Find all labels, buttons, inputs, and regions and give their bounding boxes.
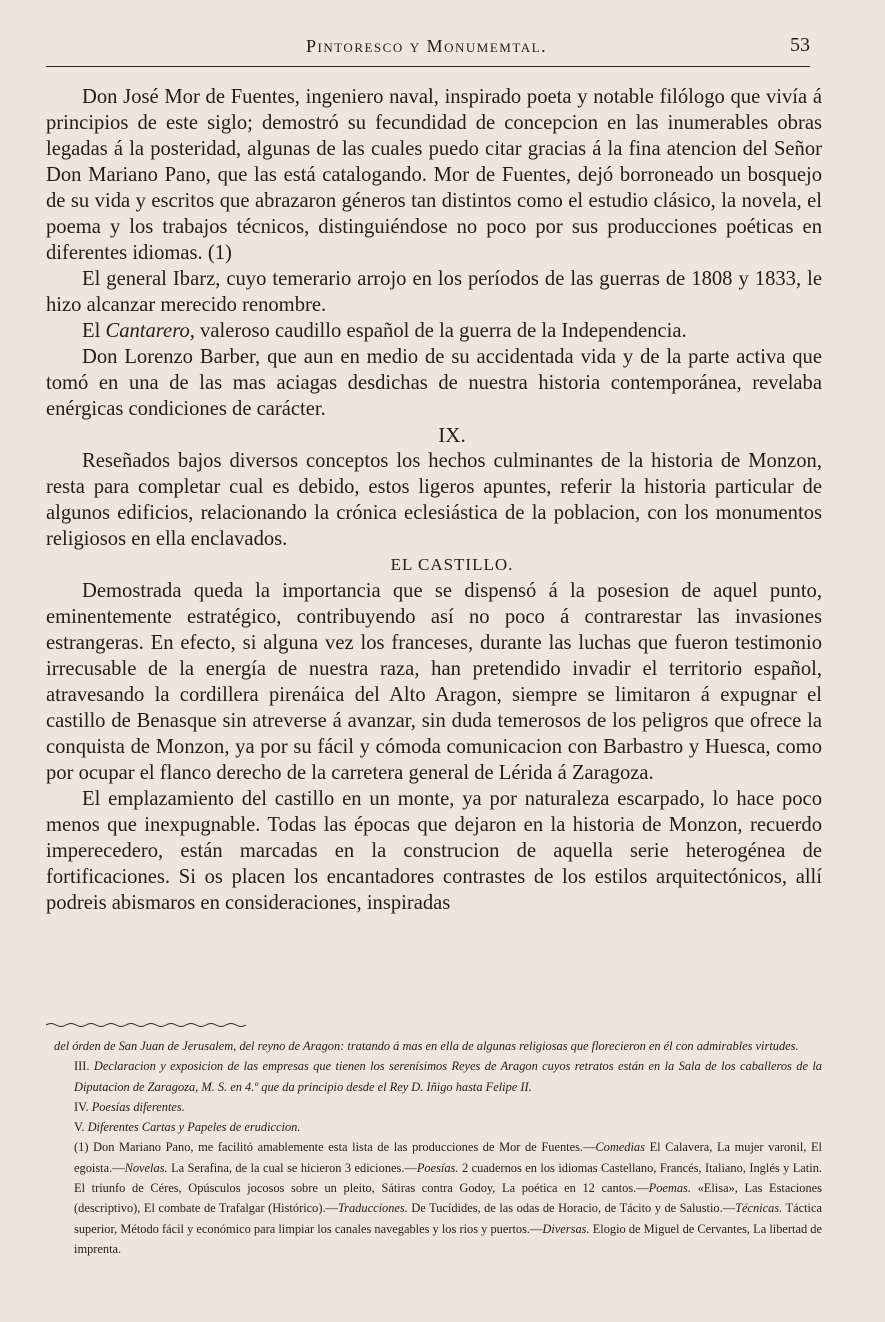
genre-label: Diversas. [542,1221,590,1236]
footnote-text: El Calavera, La mujer varonil, El egoista.— [74,1140,822,1175]
footnote-item-number: V. [74,1120,85,1135]
running-head [46,34,810,64]
paragraph-ibarz: El general Ibarz, cuyo temerario arrojo en los períodos de las guerras de 1808 y 1833, le hizo alcanzar merecido renombre. [46,268,822,316]
footnote-item-iii [54,1056,822,1097]
cantarero-name: Cantarero, [105,320,195,342]
paragraph-cantarero [46,318,822,344]
genre-label: Técnicas. [735,1201,783,1216]
running-title: Pintoresco y Monumemtal. [306,36,548,56]
genre-label: Poesías. [416,1160,459,1175]
footnote-item-number: III. [74,1059,90,1074]
footnote-text: Elogio de Miguel de Cervantes, La libertad de imprenta. [74,1221,822,1256]
footnote-text: Táctica superior, Método fácil y económico para limpiar los canales navegables y los rios y puertos.— [74,1201,822,1236]
genre-label: Comedias [595,1140,645,1155]
cantarero-prefix: El [82,320,106,342]
genre-label: Novelas. [124,1160,168,1175]
paragraph-mor-de-fuentes: Don José Mor de Fuentes, ingeniero naval, inspirado poeta y notable filólogo que vivía á principios de este siglo; demostró su fecundidad de concepcion en las inumerables obras legadas á la posteridad, algunas de las cuales puedo citar gracias á la fina atencion del Señor Don Mariano Pano, que las está catalogando. Mor de Fuentes, dejó borroneado un bosquejo de su vida y escritos que abrazaron géneros tan distintos como el estudio clásico, la novela, el poema y los trabajos técnicos, distinguiéndose no poco por sus producciones poéticas en diferentes idiomas. (1) [46,86,822,264]
footnote-item-text: Declaracion y exposicion de las empresas que tienen los serenísimos Reyes de Aragon cuyos retratos están en la Sala de los caballeros de la Diputacion de Zaragoza, M. S. en 4.º que da principio desde el Rey D. Iñigo hasta Felipe II. [74,1059,822,1094]
footnote-item-number: IV. [74,1099,89,1114]
footnote-item-iv [54,1097,822,1117]
paragraph-resenados: Reseñados bajos diversos conceptos los hechos culminantes de la historia de Monzon, resta para completar cual es debido, estos ligeros apuntes, referir la historia particular de algunos edificios, relacionando la crónica eclesiástica de la poblacion, con los monumentos religiosos en ella enclavados. [46,450,822,550]
footnote-text: «Elisa», Las Estaciones (descriptivo), El combate de Trafalgar (Histórico).— [74,1181,823,1216]
section-subheading: EL CASTILLO. [390,555,514,574]
cantarero-rest: valeroso caudillo español de la guerra de la Independencia. [194,320,687,342]
footnote-continued: del órden de San Juan de Jerusalem, del reyno de Aragon: tratando á mas en ella de algunas religiosas que florecieron en él con admirables virtudes. [54,1039,799,1053]
footnote-item-text: Diferentes Cartas y Papeles de erudiccion. [87,1120,301,1135]
footnote-1 [54,1137,822,1259]
footnotes [54,1036,822,1259]
footnote-text: La Serafina, de la cual se hicieron 3 ediciones.— [167,1160,417,1175]
footnote-text: De Tucídides, de las odas de Horacio, de Tácito y de Salustio.— [407,1201,736,1216]
header-rule [46,66,810,67]
footnote-item-text: Poesías diferentes. [91,1099,185,1114]
footnote-text: (1) Don Mariano Pano, me facilitó amablemente esta lista de las producciones de Mor de Fuentes.— [74,1140,596,1155]
paragraph-demostrada: Demostrada queda la importancia que se dispensó á la posesion de aquel punto, eminentemente estratégico, contribuyendo así no poco á contrarestar las invasiones estrangeras. En efecto, si alguna vez los franceses, durante las luchas que fueron testimonio irrecusable de la energía de nuestra raza, han pretendido invadir el territorio español, atravesando la cordillera pirenáica del Alto Aragon, siempre se limitaron á expugnar el castillo de Benasque sin atreverse á avanzar, sin duda temerosos de los peligros que ofrece la conquista de Monzon, ya por su fácil y cómoda comunicacion con Barbastro y Huesca, como por ocupar el flanco derecho de la carretera general de Lérida á Zaragoza. [46,580,822,784]
genre-label: Poemas. [648,1181,691,1196]
footnote-separator [46,1022,246,1028]
main-text [46,84,822,916]
page-number: 53 [790,34,810,56]
paragraph-barber: Don Lorenzo Barber, que aun en medio de su accidentada vida y de la parte activa que tomó en una de las mas aciagas desdichas de nuestra historia contemporánea, revelaba enérgicas condiciones de carácter. [46,346,822,420]
section-number: IX. [438,423,466,447]
genre-label: Traducciones. [337,1201,408,1216]
paragraph-emplazamiento: El emplazamiento del castillo en un monte, ya por naturaleza escarpado, lo hace poco menos que inexpugnable. Todas las épocas que dejaron en la historia de Monzon, recuerdo imperecedero, están marcadas en la construcion de aquella serie heterogénea de fortificaciones. Si os placen los encantadores contrastes de los estilos arquitectónicos, allí podreis abismaros en consideraciones, inspiradas [46,788,822,914]
footnote-item-v [54,1117,822,1137]
footnote-text: 2 cuadernos en los idiomas Castellano, Francés, Italiano, Inglés y Latin. El triunfo de Céres, Opúsculos jocosos sobre un pleito, Sátiras contra Godoy, La poética en 12 cantos.— [74,1160,822,1196]
